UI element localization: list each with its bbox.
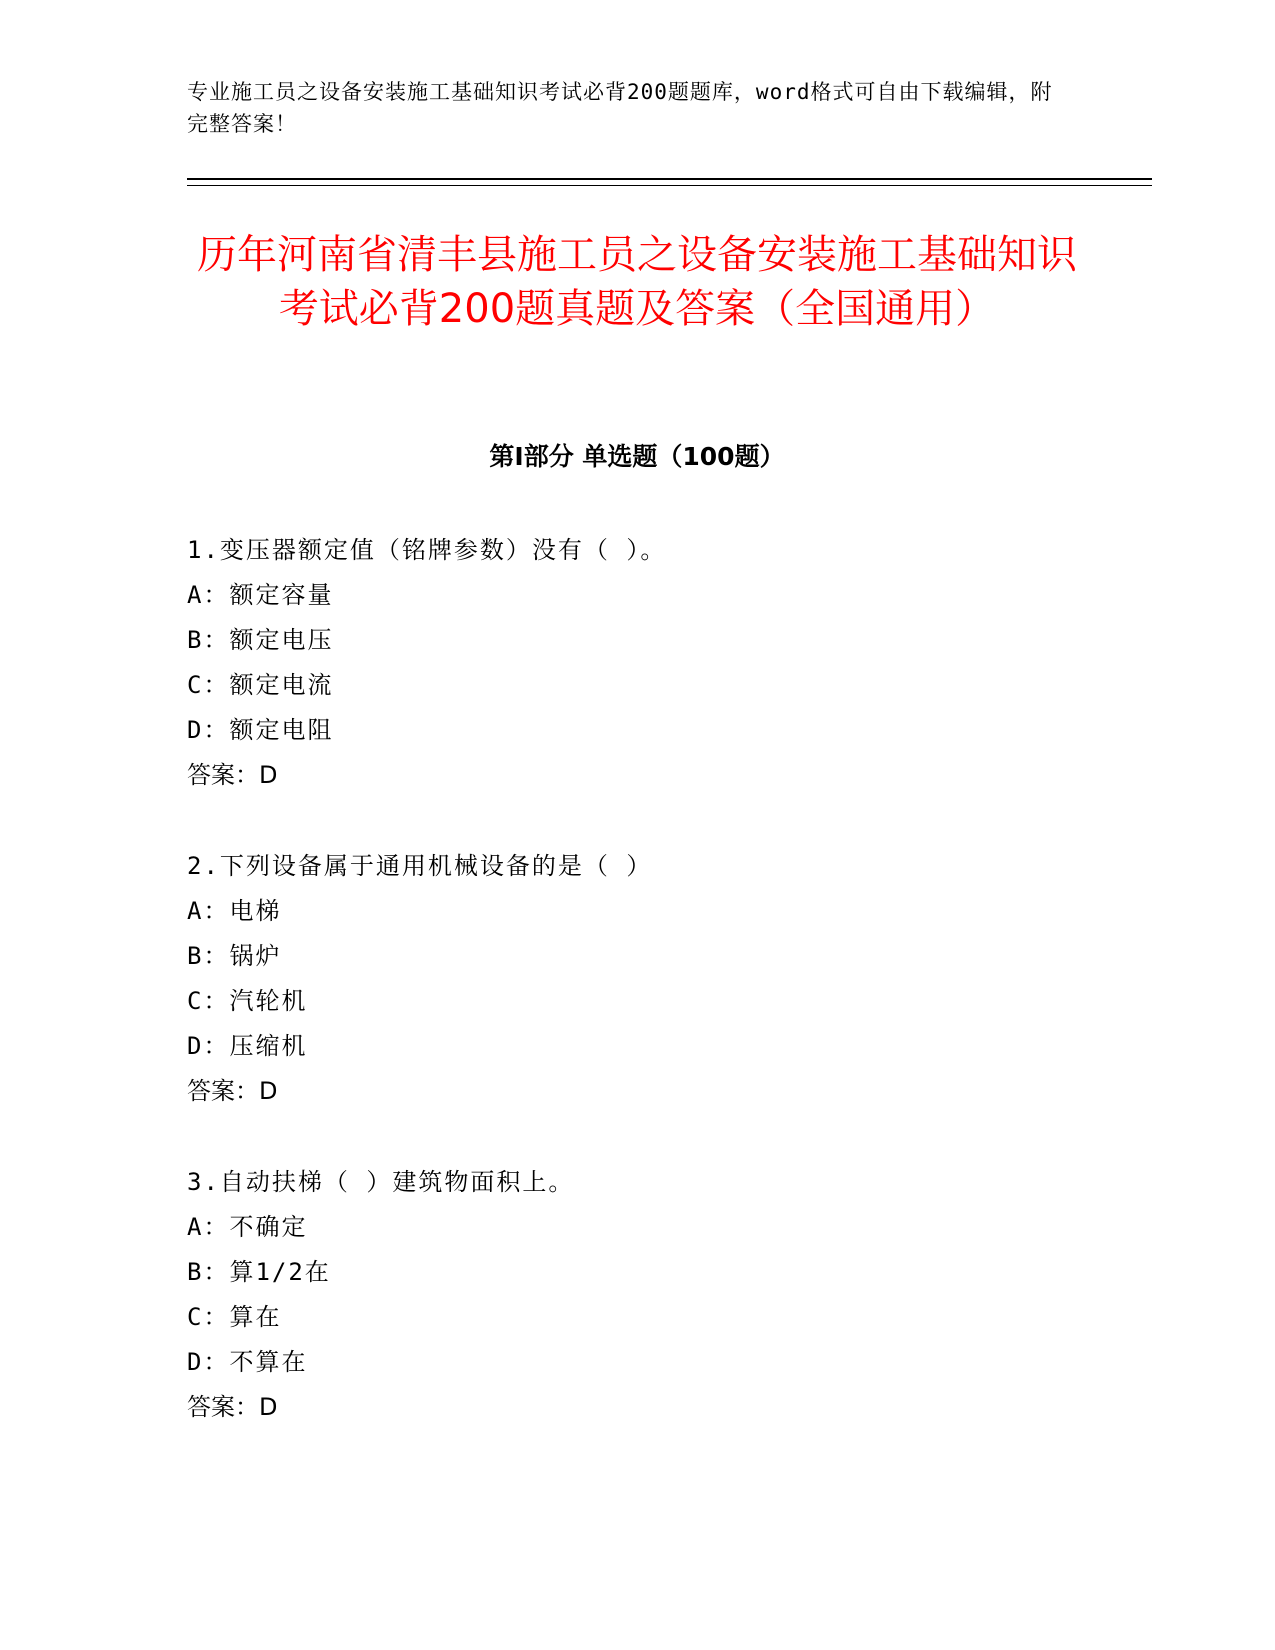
question-1 (187, 528, 1087, 798)
option-a: A：额定容量 (187, 581, 334, 609)
question-3 (187, 1160, 1087, 1430)
option-a: A：电梯 (187, 897, 282, 925)
answer: 答案：D (187, 1393, 278, 1421)
option-b: B：额定电压 (187, 626, 334, 654)
option-d: D：额定电阻 (187, 716, 334, 744)
option-a: A：不确定 (187, 1213, 308, 1241)
header-divider-thick (187, 178, 1152, 180)
option-b: B：锅炉 (187, 942, 282, 970)
answer: 答案：D (187, 761, 278, 789)
question-text: 3.自动扶梯（ ）建筑物面积上。 (187, 1168, 575, 1196)
option-d: D：压缩机 (187, 1032, 308, 1060)
document-title: 历年河南省清丰县施工员之设备安装施工基础知识考试必背200题真题及答案（全国通用） (197, 232, 1077, 332)
option-b: B：算1/2在 (187, 1258, 331, 1286)
option-d: D：不算在 (187, 1348, 308, 1376)
question-list (187, 528, 1087, 1476)
question-text: 2.下列设备属于通用机械设备的是（ ） (187, 852, 653, 880)
section-title: 第Ⅰ部分 单选题（100题） (489, 442, 785, 471)
option-c: C：额定电流 (187, 671, 334, 699)
answer: 答案：D (187, 1077, 278, 1105)
question-text: 1.变压器额定值（铭牌参数）没有（ ）。 (187, 536, 667, 564)
header-note: 专业施工员之设备安装施工基础知识考试必背200题题库，word格式可自由下载编辑，附完整答案！ (187, 80, 1053, 136)
option-c: C：汽轮机 (187, 987, 308, 1015)
header-divider-thin (187, 185, 1152, 186)
option-c: C：算在 (187, 1303, 282, 1331)
question-2 (187, 844, 1087, 1114)
